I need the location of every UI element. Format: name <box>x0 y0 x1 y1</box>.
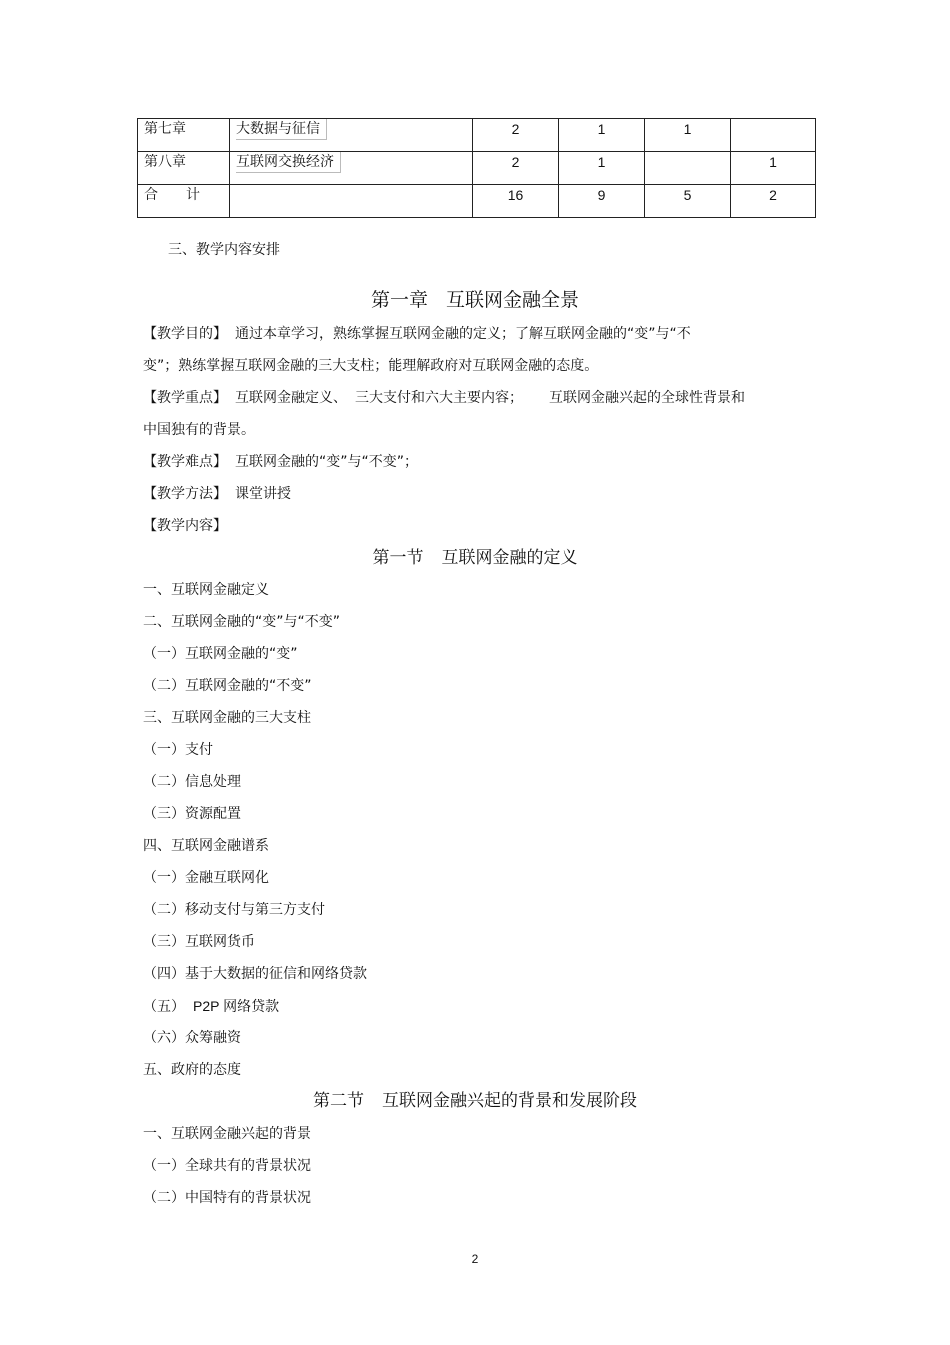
section-name: 互联网金融的定义 <box>441 548 578 568</box>
title-text: 互联网交换经济 <box>236 152 341 173</box>
outline-item: （一）金融互联网化 <box>143 870 269 886</box>
method-line <box>143 484 291 504</box>
p2p-text: P2P 网络贷款 <box>193 998 280 1014</box>
section-title <box>0 1091 950 1111</box>
keypoint-label: 【教学重点】 <box>143 390 227 406</box>
section-name: 互联网金融兴起的背景和发展阶段 <box>382 1091 637 1111</box>
keypoint-b: 三大支付和六大主要内容； <box>355 390 523 406</box>
hours-cell: 9 <box>559 185 645 218</box>
course-hours-table <box>137 118 816 218</box>
objective-text: 通过本章学习，熟练掌握互联网金融的定义；了解互联网金融的“变”与“不 <box>235 326 691 342</box>
outline-item: （三）互联网货币 <box>143 934 255 950</box>
outline-item: （一）全球共有的背景状况 <box>143 1158 311 1174</box>
chapter-cell: 第八章 <box>138 152 230 185</box>
title-cell <box>230 119 473 152</box>
keypoint-line <box>143 388 745 408</box>
method-text: 课堂讲授 <box>235 486 291 502</box>
outline-item: （四）基于大数据的征信和网络贷款 <box>143 966 367 982</box>
outline-item: 四、互联网金融谱系 <box>143 838 269 854</box>
difficulty-text: 互联网金融的“变”与“不变”； <box>235 454 419 470</box>
title-text: 大数据与征信 <box>236 119 327 140</box>
outline-prefix: （五） <box>143 999 185 1015</box>
hours-cell: 2 <box>473 152 559 185</box>
content-label: 【教学内容】 <box>143 518 227 534</box>
outline-item: （一）支付 <box>143 742 213 758</box>
objective-line-2: 变”；熟练掌握互联网金融的三大支柱；能理解政府对互联网金融的态度。 <box>143 358 599 374</box>
hours-cell: 16 <box>473 185 559 218</box>
hours-cell: 2 <box>473 119 559 152</box>
section-number: 第二节 <box>313 1091 364 1111</box>
table-row <box>138 119 816 152</box>
objective-line <box>143 324 691 344</box>
keypoint-a: 互联网金融定义、 <box>235 390 347 406</box>
outline-item: （二）互联网金融的“不变” <box>143 678 312 694</box>
objective-label: 【教学目的】 <box>143 326 227 342</box>
method-label: 【教学方法】 <box>143 486 227 502</box>
section-heading: 三、教学内容安排 <box>168 242 280 258</box>
difficulty-line <box>143 452 418 472</box>
hours-cell: 1 <box>559 119 645 152</box>
title-cell <box>230 185 473 218</box>
outline-item: （三）资源配置 <box>143 806 241 822</box>
outline-item: 三、互联网金融的三大支柱 <box>143 710 311 726</box>
chapter-name: 互联网金融全景 <box>446 289 580 311</box>
hours-cell <box>645 152 731 185</box>
chapter-cell: 第七章 <box>138 119 230 152</box>
keypoint-c: 互联网金融兴起的全球性背景和 <box>549 390 745 406</box>
section-number: 第一节 <box>372 548 424 568</box>
outline-item: （一）互联网金融的“变” <box>143 646 298 662</box>
outline-item: 一、互联网金融定义 <box>143 582 269 598</box>
hours-cell: 1 <box>559 152 645 185</box>
chapter-title <box>0 290 950 310</box>
difficulty-label: 【教学难点】 <box>143 454 227 470</box>
outline-item: 五、政府的态度 <box>143 1062 241 1078</box>
outline-item <box>143 996 279 1017</box>
table-row <box>138 185 816 218</box>
outline-item: （二）移动支付与第三方支付 <box>143 902 325 918</box>
total-label-cell: 合 计 <box>138 185 230 218</box>
outline-item: （二）信息处理 <box>143 774 241 790</box>
hours-cell: 2 <box>731 185 816 218</box>
hours-cell <box>731 119 816 152</box>
outline-item: （六）众筹融资 <box>143 1030 241 1046</box>
outline-item: 二、互联网金融的“变”与“不变” <box>143 614 341 630</box>
outline-item: （二）中国特有的背景状况 <box>143 1190 311 1206</box>
hours-cell: 5 <box>645 185 731 218</box>
page-number: 2 <box>471 1252 479 1266</box>
hours-cell: 1 <box>645 119 731 152</box>
outline-item: 一、互联网金融兴起的背景 <box>143 1126 311 1142</box>
hours-cell: 1 <box>731 152 816 185</box>
keypoint-line-2: 中国独有的背景。 <box>143 422 255 438</box>
chapter-number: 第一章 <box>370 289 428 311</box>
title-cell <box>230 152 473 185</box>
table-row <box>138 152 816 185</box>
section-title <box>0 548 950 568</box>
